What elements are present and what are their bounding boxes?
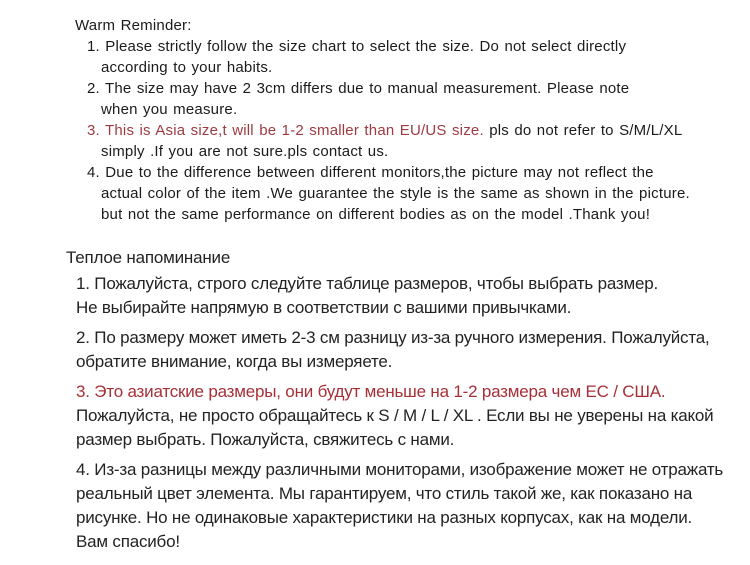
russian-item-1-line-1: 1. Пожалуйста, строго следуйте таблице размеров, чтобы выбрать размер. <box>76 274 659 293</box>
english-item-2-line-1: 2. The size may have 2 3cm differs due to manual measurement. Please note <box>87 80 630 97</box>
english-reminder-section <box>75 15 690 225</box>
russian-item-4-line-4: Вам спасибо! <box>76 532 180 551</box>
english-item-4-line-2: actual color of the item .We guarantee the style is the same as shown in the picture. <box>101 185 690 202</box>
russian-reminder-section <box>66 246 723 554</box>
russian-item-3-line-2: Пожалуйста, не просто обращайтесь к S / M / L / XL . Если вы не уверены на какой <box>76 406 714 425</box>
russian-item-3-red-line: 3. Это азиатские размеры, они будут меньше на 1-2 размера чем ЕС / США. <box>76 382 666 401</box>
russian-item-4-line-2: реальный цвет элемента. Мы гарантируем, что стиль такой же, как показано на <box>76 484 693 503</box>
russian-item-4-line-1: 4. Из-за разницы между различными мониторами, изображение может не отражать <box>76 460 724 479</box>
english-title: Warm Reminder: <box>75 17 192 34</box>
russian-item-2-line-1: 2. По размеру может иметь 2-3 см разницу из-за ручного измерения. Пожалуйста, <box>76 328 710 347</box>
russian-item-3-line-3: размер выбрать. Пожалуйста, свяжитесь с нами. <box>76 430 455 449</box>
english-item-3-line-1 <box>87 120 690 141</box>
russian-item-1-line-2: Не выбирайте напрямую в соответствии с вашими привычками. <box>76 298 572 317</box>
english-item-1-line-2: according to your habits. <box>101 59 273 76</box>
english-item-3-line-2: simply .If you are not sure.pls contact us. <box>101 143 389 160</box>
russian-item-4-line-3: рисунке. Но не одинаковые характеристики на разных корпусах, как на модели. <box>76 508 693 527</box>
russian-item-2 <box>76 326 723 374</box>
russian-title: Теплое напоминание <box>66 248 231 267</box>
english-item-3-black-text: pls do not refer to S/M/L/XL <box>483 122 683 139</box>
english-item-4-line-1: 4. Due to the difference between different monitors,the picture may not reflect the <box>87 164 654 181</box>
english-item-4-line-3: but not the same performance on different bodies as on the model .Thank you! <box>101 206 651 223</box>
english-item-2-line-2: when you measure. <box>101 101 238 118</box>
russian-item-1 <box>76 272 723 320</box>
english-item-1-line-1: 1. Please strictly follow the size chart to select the size. Do not select directly <box>87 38 627 55</box>
english-item-3-red-text: 3. This is Asia size,t will be 1-2 smaller than EU/US size. <box>87 122 484 139</box>
russian-item-2-line-2: обратите внимание, когда вы измеряете. <box>76 352 393 371</box>
russian-item-3 <box>76 380 723 452</box>
russian-item-4 <box>76 458 723 554</box>
